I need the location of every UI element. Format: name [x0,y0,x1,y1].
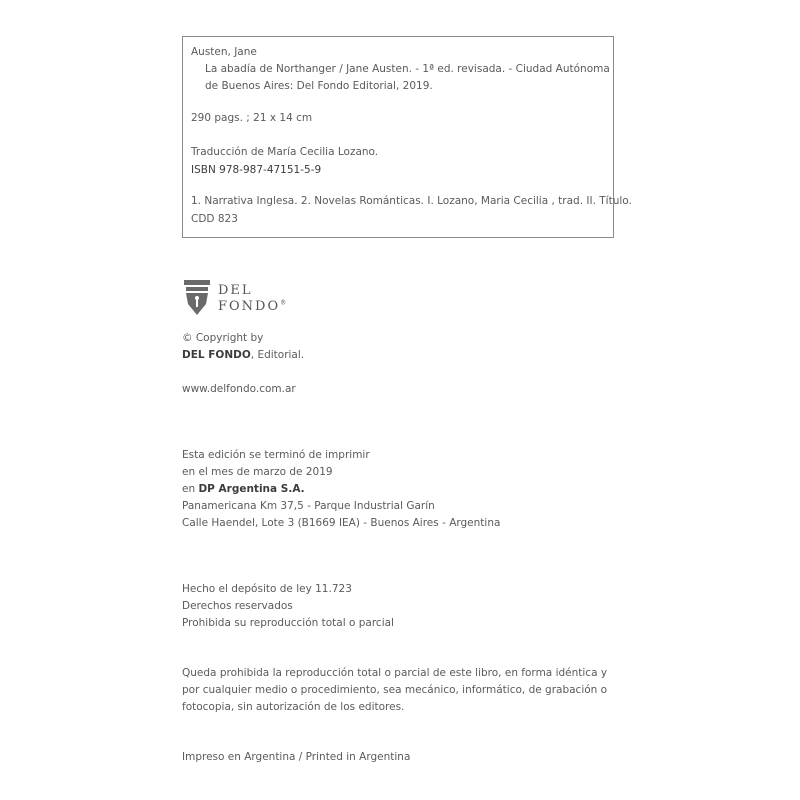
printed-in-text: Impreso en Argentina / Printed in Argentina [182,751,411,763]
printing-line-3: en DP Argentina S.A. [182,483,305,495]
catalog-author: Austen, Jane [191,46,257,58]
printing-line-1: Esta edición se terminó de imprimir [182,449,370,461]
printing-line-5: Calle Haendel, Lote 3 (B1669 IEA) - Buenos Aires - Argentina [182,517,501,529]
website-text: www.delfondo.com.ar [182,383,296,395]
catalog-title-line: La abadía de Northanger / Jane Austen. - 1ª ed. revisada. - Ciudad Autónoma [205,63,610,75]
catalog-pages: 290 pags. ; 21 x 14 cm [191,112,313,124]
logo-text-fondo: FONDO® [218,299,287,314]
del-fondo-logo-icon [182,280,212,316]
copyright-line: © Copyright by [182,332,264,344]
catalog-publisher-line: de Buenos Aires: Del Fondo Editorial, 2019. [205,80,433,92]
copyright-publisher: DEL FONDO, Editorial. [182,349,305,361]
catalog-isbn: ISBN 978-987-47151-5-9 [191,164,322,176]
catalog-record-box [182,36,632,238]
printing-line-2: en el mes de marzo de 2019 [182,466,333,478]
legal-line-2: Derechos reservados [182,600,293,612]
notice-line-2: por cualquier medio o procedimiento, sea mecánico, informático, de grabación o [182,684,608,696]
legal-line-3: Prohibida su reproducción total o parcial [182,617,394,629]
notice-line-1: Queda prohibida la reproducción total o parcial de este libro, en forma idéntica y [182,667,608,679]
printing-line-4: Panamericana Km 37,5 - Parque Industrial Garín [182,500,435,512]
legal-line-1: Hecho el depósito de ley 11.723 [182,583,352,595]
logo-text-del: DEL [218,283,253,298]
catalog-subjects: 1. Narrativa Inglesa. 2. Novelas Románticas. I. Lozano, Maria Cecilia , trad. II. Título. [191,195,632,207]
notice-line-3: fotocopia, sin autorización de los editores. [182,701,405,713]
catalog-translation: Traducción de María Cecilia Lozano. [191,146,379,158]
catalog-cdd: CDD 823 [191,213,238,225]
